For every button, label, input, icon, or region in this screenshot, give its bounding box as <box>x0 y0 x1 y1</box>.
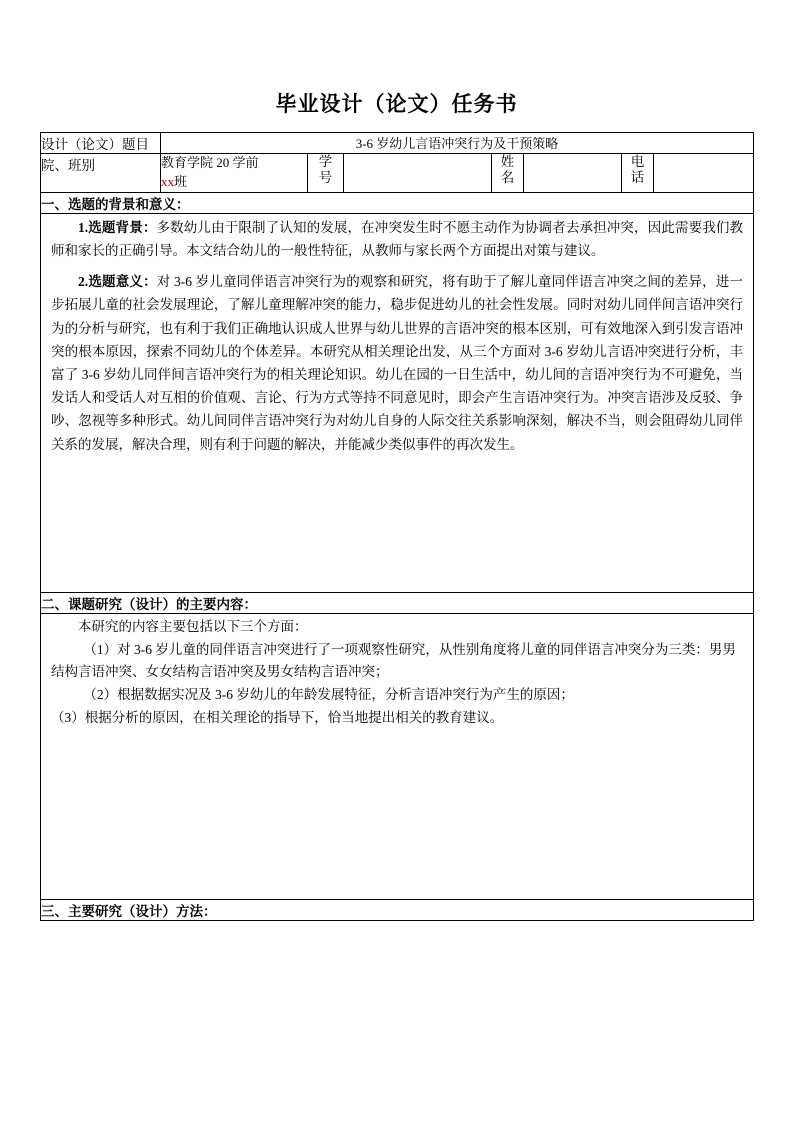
dept-value-class-suffix: 班 <box>174 173 188 189</box>
section2-body-cell <box>41 613 754 899</box>
dept-value-line1: 教育学院 20 学前 <box>161 155 259 170</box>
student-no-label-line1: 学 <box>318 154 333 169</box>
table-row-section1-body <box>41 213 754 592</box>
section1-p2-label: 2.选题意义： <box>78 274 157 290</box>
page-title: 毕业设计（论文）任务书 <box>275 92 518 116</box>
section1-body-cell <box>41 213 754 592</box>
table-row-section1-heading <box>41 192 754 213</box>
section2-lead: 本研究的内容主要包括以下三个方面： <box>78 618 308 634</box>
table-row-section2-heading <box>41 592 754 613</box>
phone-label <box>622 154 654 193</box>
section1-body <box>41 214 753 592</box>
student-no-label-line2: 号 <box>318 169 333 185</box>
topic-value[interactable]: 3-6 岁幼儿言语冲突行为及干预策略 <box>161 133 754 154</box>
section1-paragraph-1 <box>51 216 743 262</box>
section2-body <box>41 614 753 899</box>
section1-heading: 一、选题的背景和意义： <box>41 192 754 213</box>
section2-item-1: （1）对 3-6 岁儿童的同伴语言冲突进行了一项观察性研究，从性别角度将儿童的同伴语言冲突分为三类：男男结构言语冲突、女女结构言语冲突及男女结构言语冲突； <box>51 641 736 680</box>
phone-label-line2: 话 <box>630 169 645 185</box>
phone-label-line1: 电 <box>630 154 645 169</box>
section2-item-3: （3）根据分析的原因，在相关理论的指导下，恰当地提出相关的教育建议。 <box>51 709 504 725</box>
dept-value[interactable] <box>161 154 308 193</box>
table-row-topic <box>41 133 754 154</box>
student-no-label <box>308 154 344 193</box>
student-no-value[interactable] <box>344 154 492 193</box>
dept-value-line2 <box>161 173 307 192</box>
section2-item-2: （2）根据数据实况及 3-6 岁幼儿的年龄发展特征，分析言语冲突行为产生的原因； <box>83 686 574 702</box>
name-label-line1: 姓 <box>500 154 515 169</box>
table-row-section2-body <box>41 613 754 899</box>
name-value[interactable] <box>524 154 622 193</box>
section3-heading: 三、主要研究（设计）方法： <box>41 900 754 921</box>
table-row-identity <box>41 154 754 193</box>
dept-value-class-number: xx <box>161 173 174 189</box>
section2-blank-space <box>51 729 743 899</box>
section1-p1-label: 1.选题背景： <box>78 219 157 235</box>
topic-label: 设计（论文）题目 <box>41 133 161 154</box>
section1-paragraph-2 <box>51 270 743 456</box>
section1-p1-text: 多数幼儿由于限制了认知的发展，在冲突发生时不愿主动作为协调者去承担冲突，因此需要我们教师和家长的正确引导。本文结合幼儿的一般性特征，从教师与家长两个方面提出对策与建议。 <box>51 219 744 258</box>
name-label <box>492 154 524 193</box>
task-form-table <box>40 132 754 921</box>
phone-value[interactable] <box>654 154 754 193</box>
dept-label: 院、班别 <box>41 154 161 193</box>
section2-heading: 二、课题研究（设计）的主要内容： <box>41 592 754 613</box>
section1-blank-space <box>51 464 743 584</box>
name-label-line2: 名 <box>500 169 515 185</box>
table-row-section3-heading <box>41 900 754 921</box>
section1-p2-text: 对 3-6 岁儿童同伴语言冲突行为的观察和研究，将有助于了解儿童同伴语言冲突之间的差异，进一步拓展儿童的社会发展理论，了解儿童理解冲突的能力，稳步促进幼儿的社会性发展。同时对幼儿同伴间言语冲突行为的分析与研究，也有利于我们正确地认识成人世界与幼儿世界的言语冲突的根本区别，可有效地深入到引发言语冲突的根本原因，探索不同幼儿的个体差异。本研究从相关理论出发，从三个方面对 3-6 岁幼儿言语冲突进行分析，丰富了 3-6 岁幼儿同伴间言语冲突行为的相关理论知识。幼儿在园的一日生活中，幼儿间的言语冲突行为不可避免，当发话人和受话人对互相的价值观、言论、行为方式等持不同意见时，即会产生言语冲突行为。冲突言语涉及反驳、争吵、忽视等多种形式。幼儿间同伴言语冲突行为对幼儿自身的人际交往关系影响深刻，解决不当，则会阻碍幼儿同伴关系的发展，解决合理，则有利于问题的解决，并能减少类似事件的再次发生。 <box>51 274 744 452</box>
